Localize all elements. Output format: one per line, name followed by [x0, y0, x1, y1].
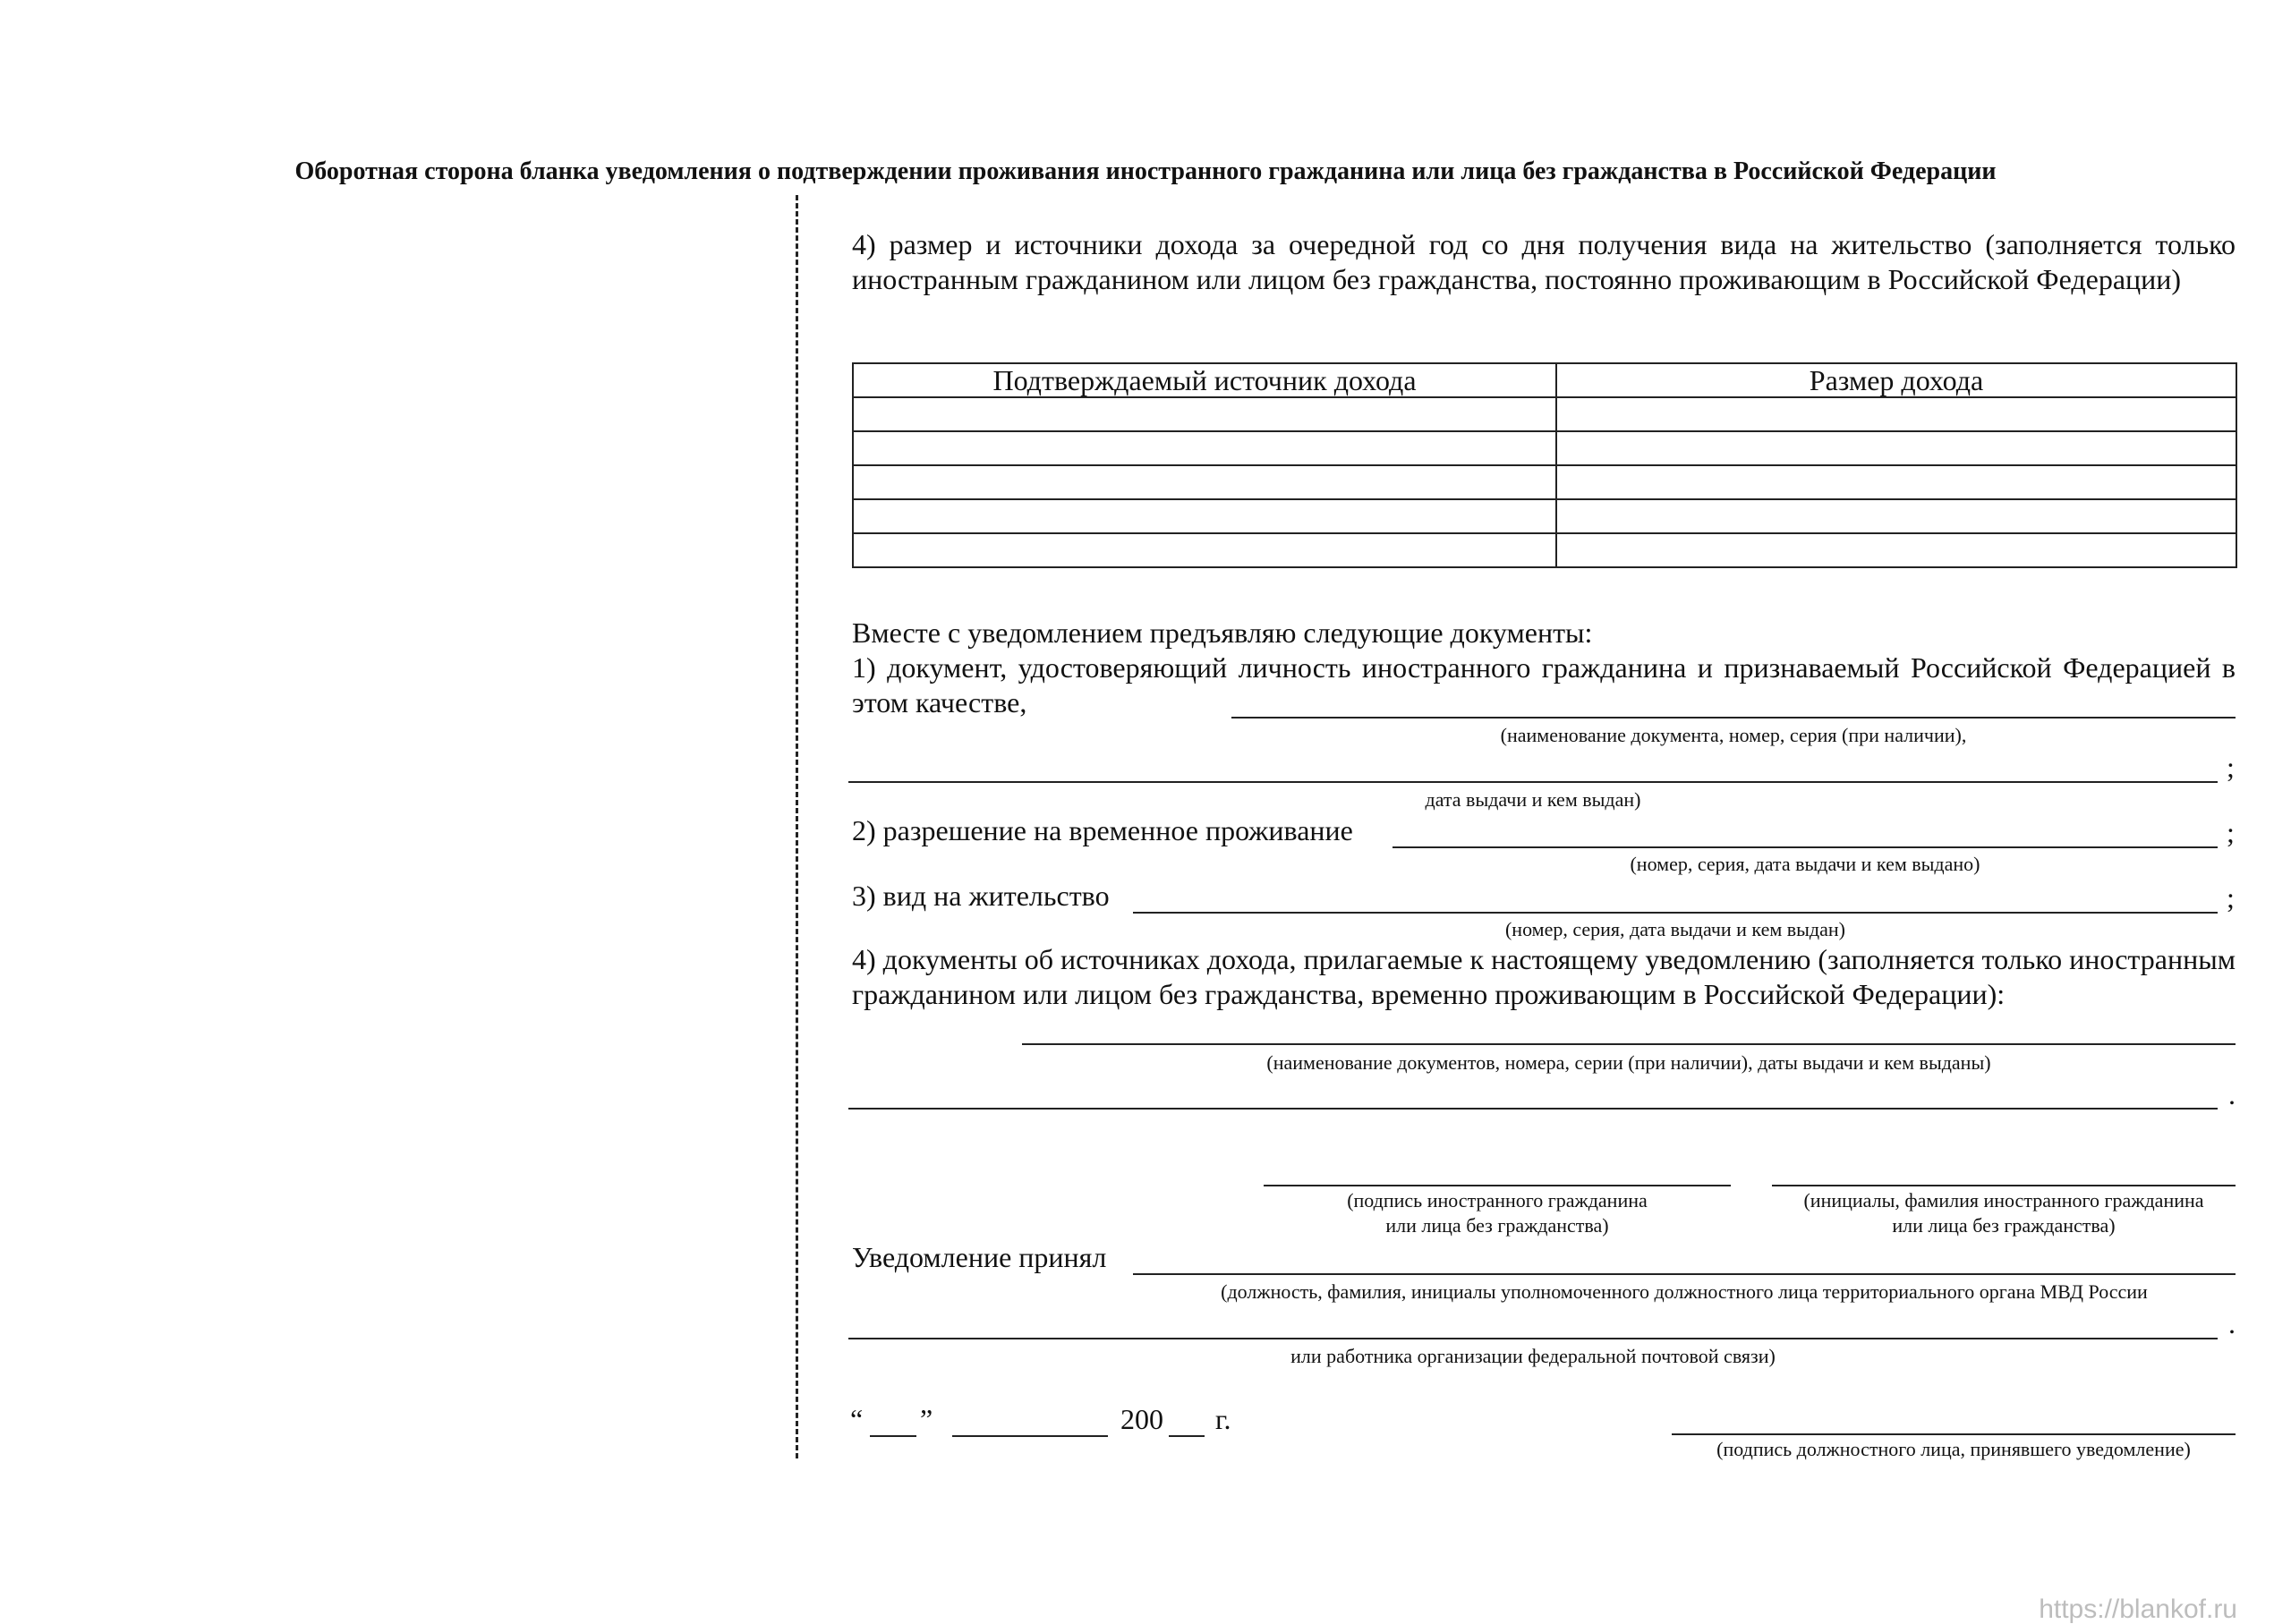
table-cell-source[interactable]	[853, 465, 1556, 499]
document-item-4-text: 4) документы об источниках дохода, прилагаемые к настоящему уведомлению (заполняется только иностранным гражданином или лицом без гражданства, временно проживающим в Российской Федерации):	[852, 943, 2236, 1010]
document-item-1-text: 1) документ, удостоверяющий личность иностранного гражданина и признаваемый Российской Федерацией в этом качестве,	[852, 651, 2236, 718]
accepted-by-caption-2: или работника организации федеральной почтовой связи)	[1290, 1345, 1776, 1367]
document-item-2-label: 2) разрешение на временное проживание	[852, 814, 1353, 846]
document-item-4	[852, 942, 2236, 1012]
table-cell-amount[interactable]	[1556, 397, 2236, 431]
document-item-3-label: 3) вид на жительство	[852, 880, 1110, 912]
document-1-caption-2: дата выдачи и кем выдан)	[1425, 788, 1641, 811]
document-2-caption: (номер, серия, дата выдачи и кем выдано)	[1630, 853, 1980, 875]
income-table	[852, 362, 2237, 568]
foreigner-name-caption-2: или лица без гражданства)	[1892, 1214, 2116, 1237]
document-2-semicolon: ;	[2227, 816, 2235, 848]
watermark-url: https://blankof.ru	[2039, 1594, 2237, 1624]
document-3-field-line[interactable]	[1133, 912, 2218, 914]
document-1-semicolon: ;	[2227, 751, 2235, 783]
accepted-by-field-line-2[interactable]	[848, 1338, 2218, 1339]
table-cell-source[interactable]	[853, 499, 1556, 533]
date-year-field[interactable]	[1169, 1435, 1205, 1437]
table-cell-amount[interactable]	[1556, 499, 2236, 533]
date-open-quote: “	[850, 1403, 864, 1435]
table-header-row	[853, 363, 2236, 397]
accepted-by-field-line[interactable]	[1133, 1273, 2236, 1275]
table-cell-amount[interactable]	[1556, 465, 2236, 499]
table-row	[853, 431, 2236, 465]
foreigner-name-line[interactable]	[1772, 1185, 2236, 1186]
page-title: Оборотная сторона бланка уведомления о подтверждении проживания иностранного гражданина или лица без гражданства в Российской Федерации	[294, 157, 1997, 185]
table-row	[853, 465, 2236, 499]
document-3-semicolon: ;	[2227, 881, 2235, 914]
date-day-field[interactable]	[870, 1435, 916, 1437]
foreigner-signature-caption-1: (подпись иностранного гражданина	[1347, 1189, 1648, 1212]
document-2-field-line[interactable]	[1392, 846, 2218, 848]
document-4-caption: (наименование документов, номера, серии (при наличии), даты выдачи и кем выданы)	[1266, 1051, 1991, 1074]
table-row	[853, 499, 2236, 533]
date-year-prefix: 200	[1120, 1403, 1163, 1435]
cut-line	[796, 195, 798, 1458]
date-year-suffix: г.	[1215, 1403, 1231, 1435]
accepted-by-period: .	[2228, 1307, 2236, 1339]
table-cell-source[interactable]	[853, 397, 1556, 431]
date-close-quote: ”	[920, 1403, 933, 1435]
table-cell-source[interactable]	[853, 533, 1556, 567]
document-4-field-line-2[interactable]	[848, 1108, 2218, 1110]
document-item-1	[852, 650, 2236, 720]
table-cell-amount[interactable]	[1556, 431, 2236, 465]
documents-intro: Вместе с уведомлением предъявляю следующие документы:	[852, 616, 1593, 649]
document-4-period: .	[2228, 1078, 2236, 1110]
column-header-amount: Размер дохода	[1556, 363, 2236, 397]
document-1-field-line[interactable]	[1231, 717, 2236, 718]
table-row	[853, 397, 2236, 431]
table-row	[853, 533, 2236, 567]
table-cell-amount[interactable]	[1556, 533, 2236, 567]
official-signature-caption: (подпись должностного лица, принявшего уведомление)	[1716, 1438, 2191, 1460]
official-signature-line[interactable]	[1672, 1433, 2236, 1435]
section4-text	[852, 227, 2236, 297]
section4-text-content: 4) размер и источники дохода за очередной год со дня получения вида на жительство (заполняется только иностранным гражданином или лицом без гражданства, постоянно проживающим в Российской Федерации)	[852, 228, 2236, 295]
accepted-by-label: Уведомление принял	[852, 1241, 1107, 1273]
accepted-by-caption-1: (должность, фамилия, инициалы уполномоченного должностного лица территориального органа МВД России	[1221, 1280, 2148, 1303]
foreigner-signature-line[interactable]	[1264, 1185, 1731, 1186]
table-cell-source[interactable]	[853, 431, 1556, 465]
column-header-source: Подтверждаемый источник дохода	[853, 363, 1556, 397]
foreigner-name-caption-1: (инициалы, фамилия иностранного гражданина	[1803, 1189, 2204, 1212]
document-1-caption-1: (наименование документа, номер, серия (при наличии),	[1500, 724, 1967, 746]
document-1-field-line-2[interactable]	[848, 781, 2218, 783]
date-month-field[interactable]	[952, 1435, 1108, 1437]
document-3-caption: (номер, серия, дата выдачи и кем выдан)	[1504, 918, 1845, 940]
foreigner-signature-caption-2: или лица без гражданства)	[1385, 1214, 1609, 1237]
document-4-field-line[interactable]	[1022, 1043, 2236, 1045]
